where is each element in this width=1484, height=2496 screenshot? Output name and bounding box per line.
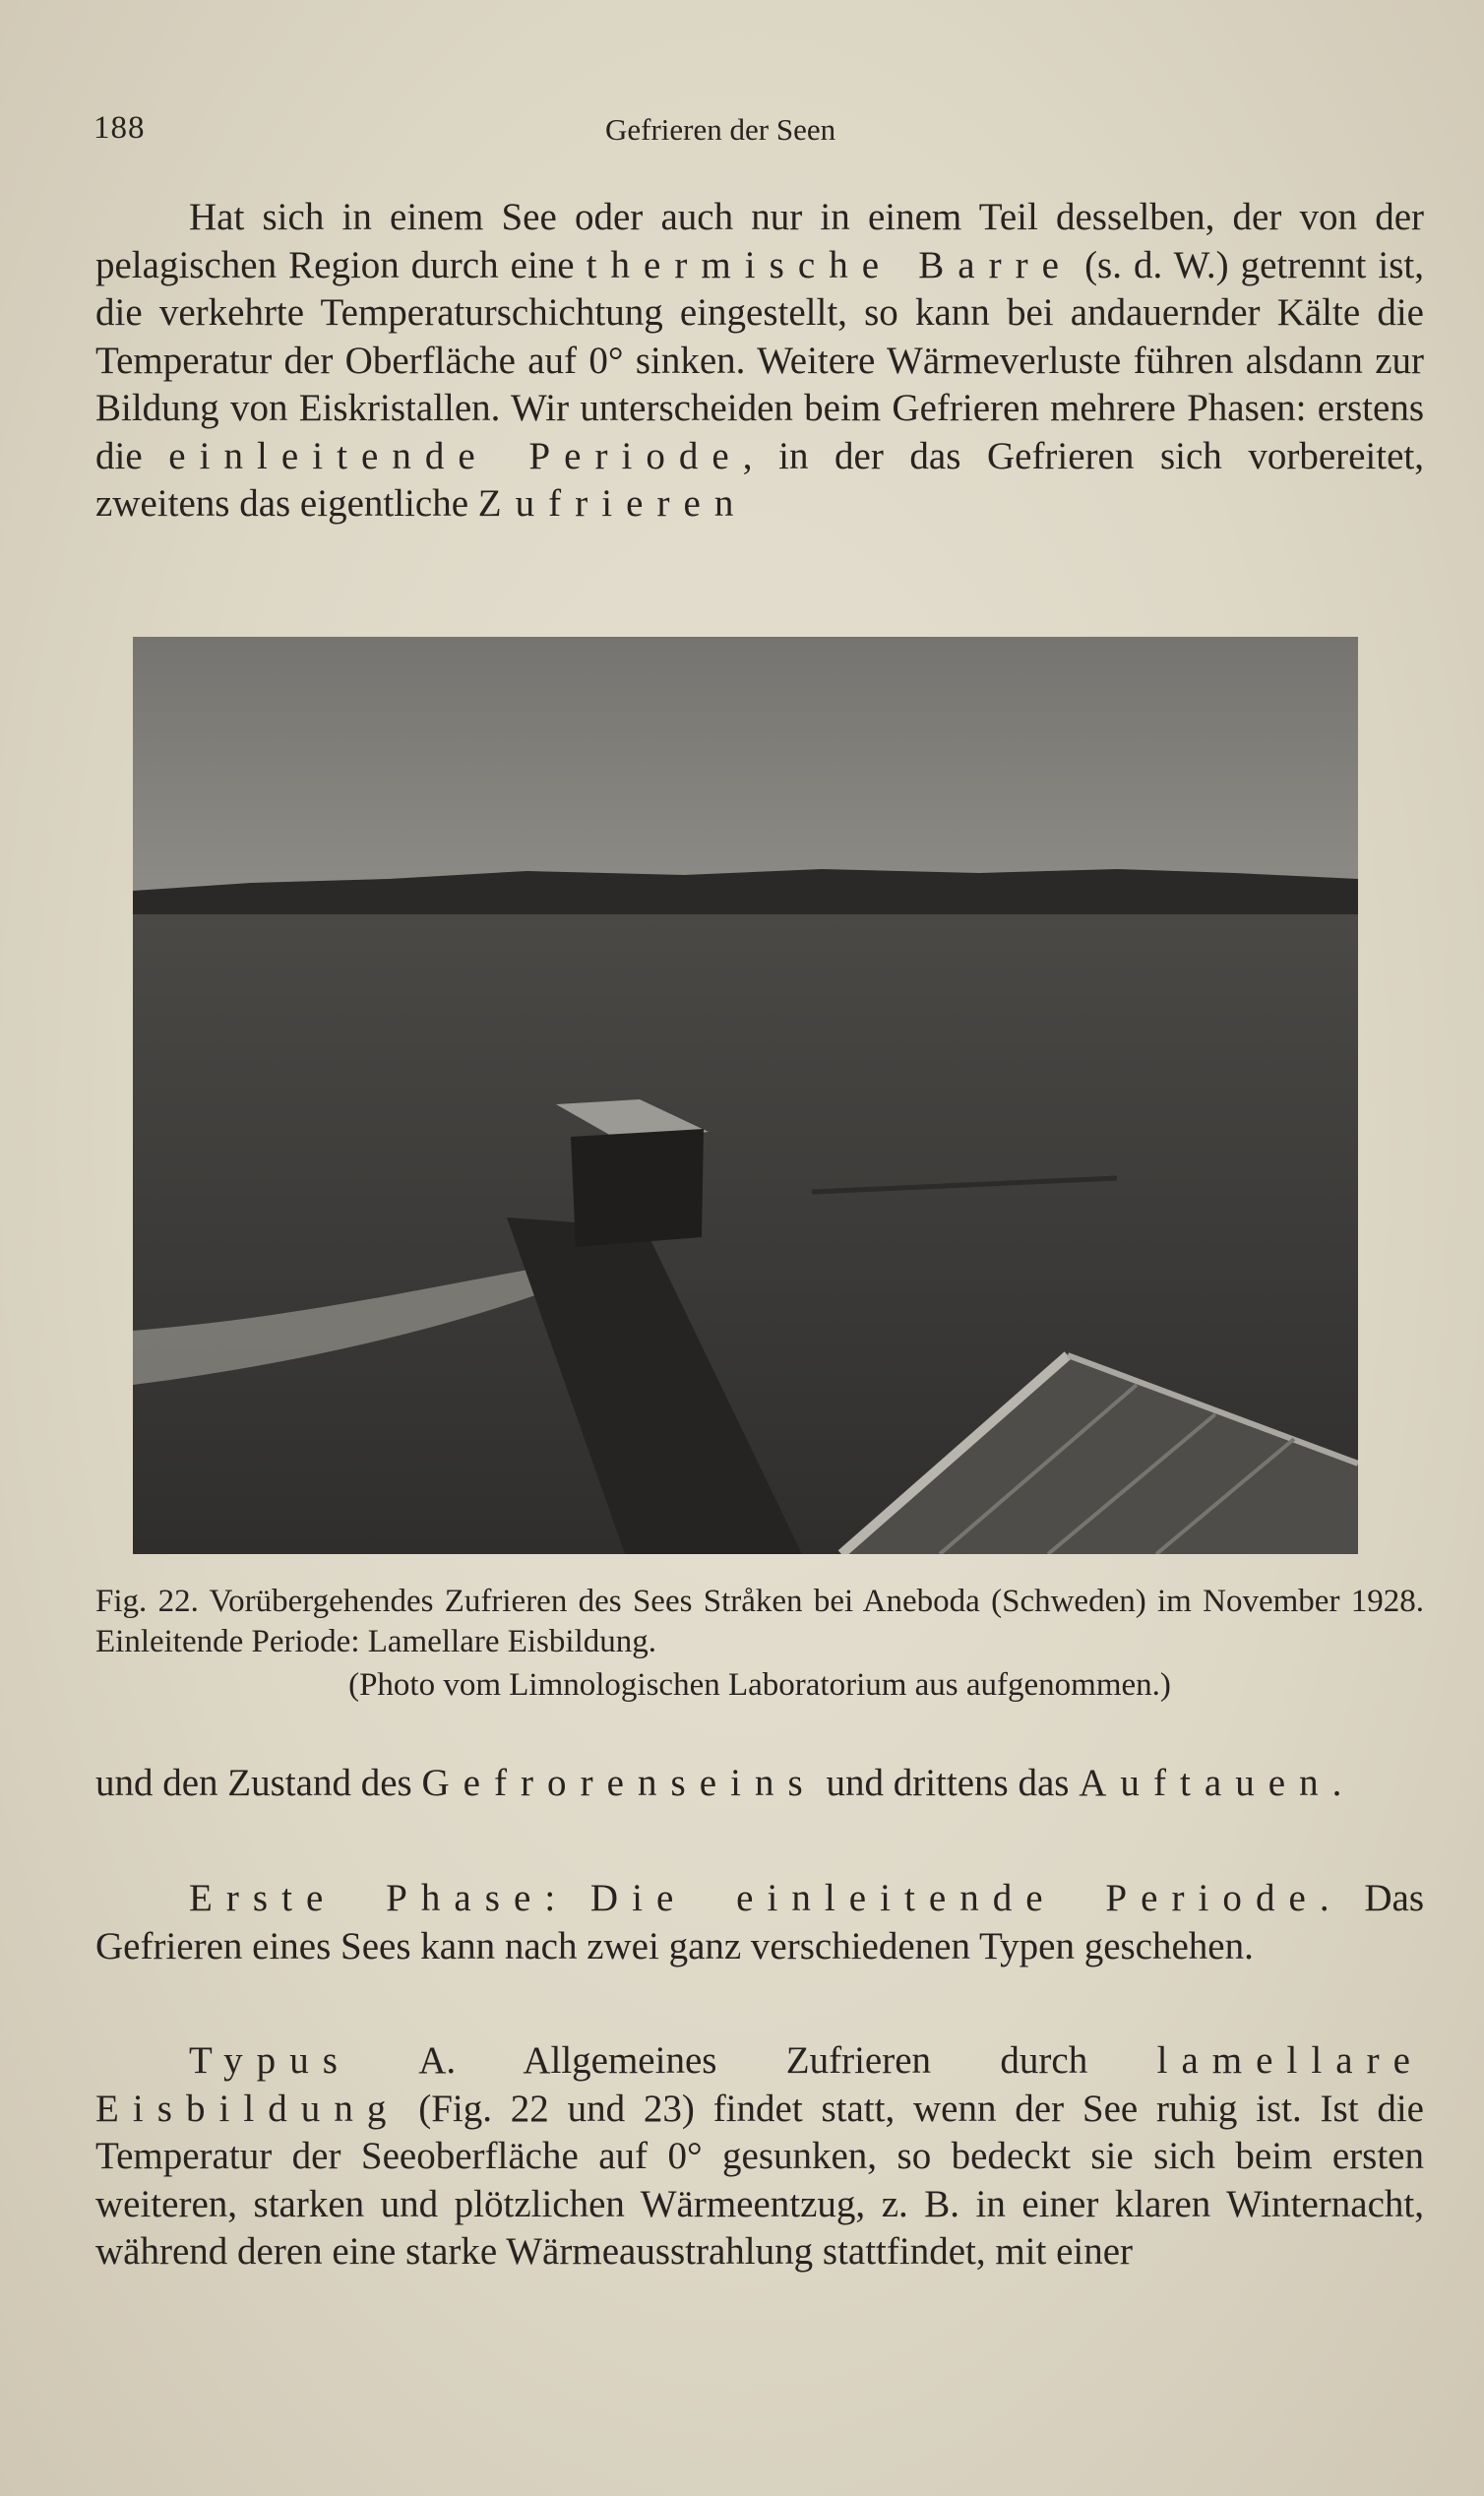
- figure-caption-credit: (Photo vom Limnologischen Laboratorium aus aufgenommen.): [348, 1667, 1171, 1703]
- spaced-term-erste-phase: Erste Phase: [189, 1877, 545, 1919]
- spaced-term-auftauen: Auftauen: [1079, 1762, 1332, 1804]
- paragraph-2-text-a: und den Zustand des: [95, 1762, 422, 1804]
- paragraph-3-text-b: . Das Gefrieren eines Sees kann nach zwei ganz verschiedenen Typen geschehen.: [95, 1877, 1425, 1967]
- figure-caption: Fig. 22. Vorübergehendes Zufrieren des Sees Stråken bei Aneboda (Schweden) im November 1928. Einleitende Periode: Lamellare Eisbildung.: [95, 1584, 1424, 1659]
- spaced-term-thermische-barre: thermische Barre: [586, 243, 1074, 286]
- figure-22-photo: [133, 637, 1358, 1554]
- paragraph-4-text-b: (Fig. 22 und 23) findet statt, wenn der See ruhig ist. Ist die Temperatur der Seeoberfläche auf 0° gesunken, so bedeckt sie sich beim ersten weiteren, starken und plötzlichen Wärmeentzug, z. B. in einer klaren Winternacht, während deren eine starke Wärmeausstrahlung stattfindet, mit einer: [95, 2087, 1424, 2273]
- paragraph-3-text-a: :: [544, 1877, 590, 1919]
- paragraph-1-text-c: , in der das Gefrieren sich vorbereitet, zweitens das eigentliche: [95, 434, 1424, 525]
- spaced-term-typus: Typus: [189, 2039, 351, 2082]
- paragraph-1-text-a: Hat sich in einem See oder auch nur in einem Teil desselben, der von der pelagischen Region durch eine: [95, 196, 1424, 286]
- running-title: Gefrieren der Seen: [605, 112, 836, 147]
- paragraph-1-text-b: (s. d. W.) getrennt ist, die verkehrte Temperaturschichtung eingestellt, so kann bei andauernder Kälte die Temperatur der Oberfläche auf 0° sinken. Weitere Wärmeverluste führen alsdann zur Bildung von Eiskristallen. Wir unterscheiden beim Gefrieren mehrere Phasen: erstens die: [95, 243, 1424, 477]
- spaced-term-die-einleitende-periode: Die einleitende Periode: [589, 1877, 1320, 1919]
- paragraph-2: [95, 1760, 1424, 1808]
- spaced-term-zufrieren: Zufrieren: [477, 482, 748, 525]
- page-number: 188: [93, 110, 146, 146]
- lake-photo-image: [133, 637, 1358, 1554]
- spaced-term-lamellare-eisbildung: lamellare Eisbildung: [95, 2039, 1424, 2130]
- paragraph-2-text-c: .: [1331, 1762, 1342, 1804]
- paragraph-2-text-b: und drittens das: [816, 1762, 1080, 1804]
- spaced-term-gefrorenseins: Gefrorenseins: [421, 1762, 817, 1804]
- paragraph-4-text-a: A. Allgemeines Zufrieren durch: [350, 2039, 1157, 2082]
- page-header: [93, 110, 1373, 159]
- paragraph-4: [95, 2037, 1424, 2277]
- spaced-term-einleitende-periode: einleitende Periode: [168, 434, 743, 477]
- paragraph-1: [95, 194, 1424, 529]
- paragraph-3: [95, 1875, 1424, 1970]
